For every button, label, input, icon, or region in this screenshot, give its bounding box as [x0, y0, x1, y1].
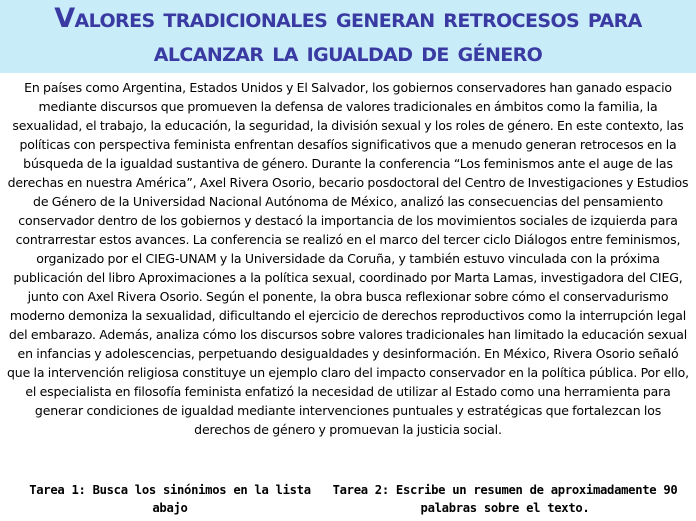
task-1-instruction: Tarea 1: Busca los sinónimos en la lista abajo	[29, 483, 311, 515]
page-title: Valores tradicionales generan retrocesos para alcanzar la igualdad de género	[54, 3, 642, 68]
title-banner	[0, 0, 696, 73]
task-2-instruction: Tarea 2: Escribe un resumen de aproximadamente 90 palabras sobre el texto.	[332, 483, 678, 515]
article-text: En países como Argentina, Estados Unidos y El Salvador, los gobiernos conservadores han ganado espacio mediante discursos que promueven la defensa de valores tradicionales en ámbitos como la familia, la sexualidad, el trabajo, la educación, la seguridad, la división sexual y los roles de género. En este contexto, las políticas con perspectiva feminista enfrentan desafíos significativos que a menudo generan retrocesos en la búsqueda de la igualdad sustantiva de género. Durante la conferencia “Los feminismos ante el auge de las derechas en nuestra América”, Axel Rivera Osorio, becario posdoctoral del Centro de Investigaciones y Estudios de Género de la Universidad Nacional Autónoma de México, analizó las consecuencias del pensamiento conservador dentro de los gobiernos y destacó la importancia de los movimientos sociales de izquierda para contrarrestar estos avances. La conferencia se realizó en el marco del tercer ciclo Diálogos entre feminismos, organizado por el CIEG-UNAM y la Universidade da Coruña, y también estuvo vinculada con la próxima publicación del libro Aproximaciones a la política sexual, coordinado por Marta Lamas, investigadora del CIEG, junto con Axel Rivera Osorio. Según el ponente, la obra busca reflexionar sobre cómo el conservadurismo moderno demoniza la sexualidad, dificultando el ejercicio de derechos reproductivos como la interrupción legal del embarazo. Además, analiza cómo los discursos sobre valores tradicionales han limitado la educación sexual en infancias y adolescencias, perpetuando desigualdades y desinformación. En México, Rivera Osorio señaló que la intervención religiosa constituye un ejemplo claro del impacto conservador en la política pública. Por ello, el especialista en filosofía feminista enfatizó la necesidad de utilizar al Estado como una herramienta para generar condiciones de igualdad mediante intervenciones puntuales y estratégicas que fortalezcan los derechos de género y promuevan la justicia social.	[7, 80, 689, 437]
task-list	[0, 481, 696, 521]
